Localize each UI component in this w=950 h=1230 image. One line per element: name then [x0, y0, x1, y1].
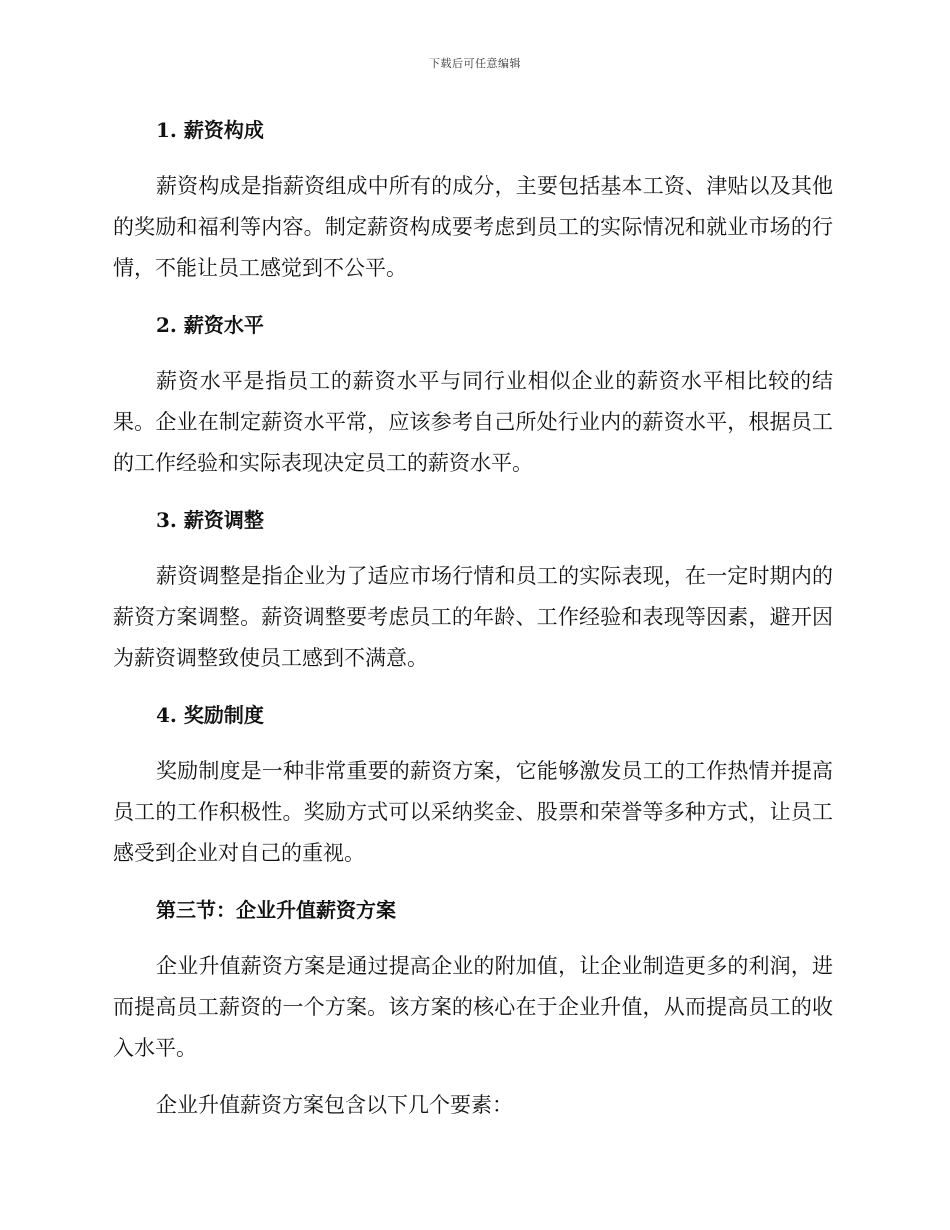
section-paragraph-2: 薪资水平是指员工的薪资水平与同行业相似企业的薪资水平相比较的结果。企业在制定薪资水平常，应该参考自己所处行业内的薪资水平，根据员工的工作经验和实际表现决定员工的薪资水平。 [113, 369, 833, 475]
section-paragraph-1: 薪资构成是指薪资组成中所有的成分，主要包括基本工资、津贴以及其他的奖励和福利等内容。制定薪资构成要考虑到员工的实际情况和就业市场的行情，不能让员工感觉到不公平。 [113, 174, 833, 280]
chapter-paragraph: 企业升值薪资方案是通过提高企业的附加值，让企业制造更多的利润，进而提高员工薪资的一个方案。该方案的核心在于企业升值，从而提高员工的收入水平。 [113, 954, 833, 1060]
chapter-heading: 第三节：企业升值薪资方案 [156, 898, 396, 922]
header-note: 下载后可任意编辑 [429, 57, 521, 70]
document-body [113, 108, 833, 1142]
section-heading-4: 4. 奖励制度 [156, 703, 264, 727]
section-paragraph-3: 薪资调整是指企业为了适应市场行情和员工的实际表现，在一定时期内的薪资方案调整。薪资调整要考虑员工的年龄、工作经验和表现等因素，避开因为薪资调整致使员工感到不满意。 [113, 564, 833, 670]
closing-paragraph: 企业升值薪资方案包含以下几个要素： [156, 1093, 513, 1117]
section-heading-2: 2. 薪资水平 [156, 313, 264, 337]
section-paragraph-4: 奖励制度是一种非常重要的薪资方案，它能够激发员工的工作热情并提高员工的工作积极性。奖励方式可以采纳奖金、股票和荣誉等多种方式，让员工感受到企业对自己的重视。 [113, 759, 833, 865]
section-heading-1: 1. 薪资构成 [156, 118, 264, 142]
section-heading-3: 3. 薪资调整 [156, 508, 264, 532]
